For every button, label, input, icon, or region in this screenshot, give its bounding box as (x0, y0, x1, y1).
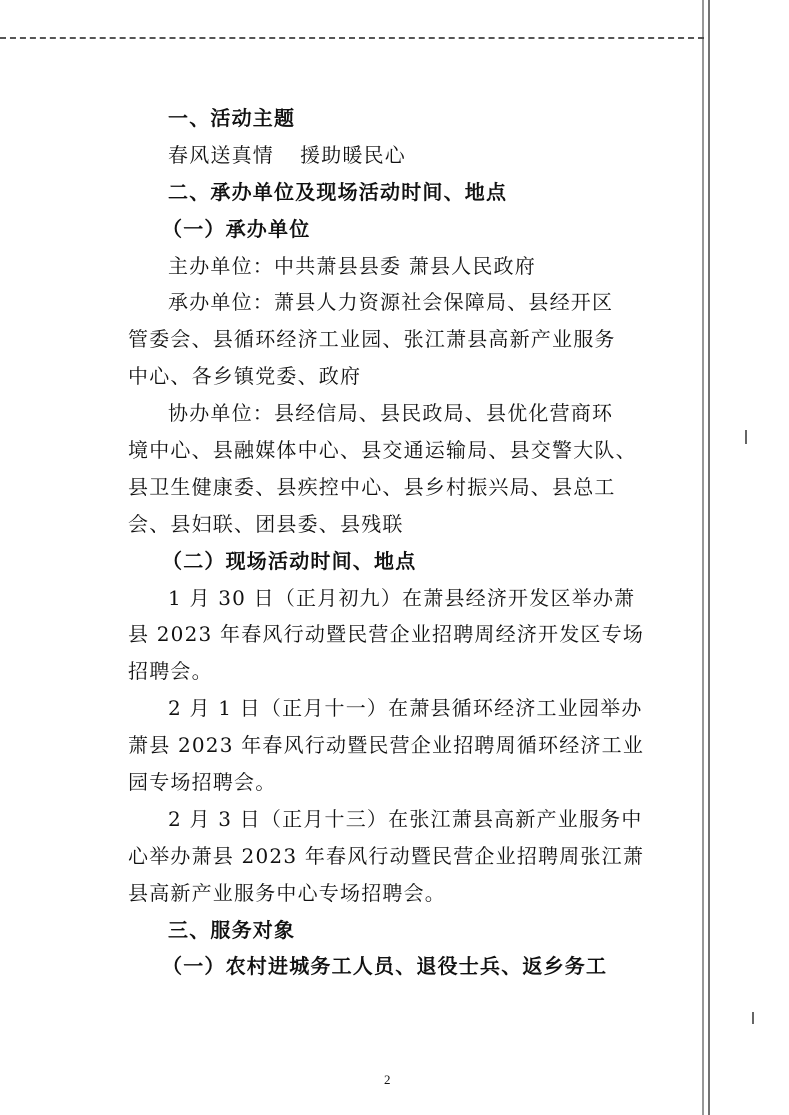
page-number: 2 (384, 1072, 391, 1087)
scan-top-rule (0, 37, 704, 39)
document-body (128, 100, 688, 985)
coorganizer-units-line: 会、县妇联、团县委、县残联 (128, 511, 404, 536)
subsection-heading-units: （一）承办单位 (162, 216, 311, 241)
event-1-line: 1 月 30 日（正月初九）在萧县经济开发区举办萧 (168, 585, 636, 610)
coorganizer-units-line: 境中心、县融媒体中心、县交通运输局、县交警大队、 (128, 438, 637, 463)
section-heading-organizers: 二、承办单位及现场活动时间、地点 (168, 179, 508, 204)
scan-right-rule (702, 0, 704, 1115)
event-3-line: 2 月 3 日（正月十三）在张江萧县高新产业服务中 (168, 806, 643, 831)
theme-part-2: 援助暖民心 (300, 142, 406, 167)
organizer-units-line: 管委会、县循环经济工业园、张江萧县高新产业服务 (128, 327, 616, 352)
host-units: 主办单位：中共萧县县委 萧县人民政府 (168, 253, 536, 278)
section-heading-service-targets: 三、服务对象 (168, 917, 296, 942)
theme-text (128, 137, 688, 174)
organizer-units-line: 承办单位：萧县人力资源社会保障局、县经开区 (168, 290, 614, 315)
theme-part-1: 春风送真情 (168, 142, 274, 167)
scan-tick-mark (745, 430, 747, 444)
event-2-line: 萧县 2023 年春风行动暨民营企业招聘周循环经济工业 (128, 733, 645, 758)
event-1-line: 招聘会。 (128, 659, 213, 684)
event-1-line: 县 2023 年春风行动暨民营企业招聘周经济开发区专场 (128, 622, 645, 647)
event-3-line: 县高新产业服务中心专场招聘会。 (128, 880, 446, 905)
scan-tick-mark (752, 1012, 754, 1024)
section-heading-theme: 一、活动主题 (168, 106, 296, 130)
event-2-line: 2 月 1 日（正月十一）在萧县循环经济工业园举办 (168, 696, 643, 721)
event-2-line: 园专场招聘会。 (128, 770, 277, 795)
event-3-line: 心举办萧县 2023 年春风行动暨民营企业招聘周张江萧 (128, 843, 645, 868)
coorganizer-units-line: 协办单位：县经信局、县民政局、县优化营商环 (168, 401, 614, 426)
organizer-units-line: 中心、各乡镇党委、政府 (128, 364, 362, 389)
service-target-item-1: （一）农村进城务工人员、退役士兵、返乡务工 (162, 954, 608, 979)
subsection-heading-time-place: （二）现场活动时间、地点 (162, 548, 417, 573)
scan-right-rule (708, 0, 710, 1115)
coorganizer-units-line: 县卫生健康委、县疾控中心、县乡村振兴局、县总工 (128, 474, 616, 499)
